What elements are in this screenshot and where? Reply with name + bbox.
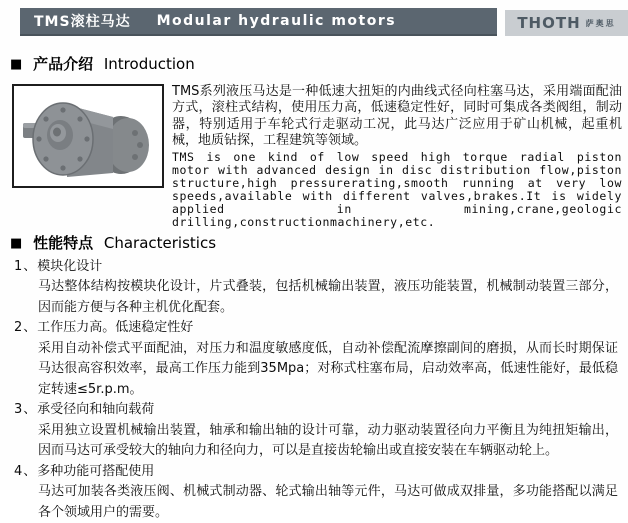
- hydraulic-motor-image: [17, 89, 159, 183]
- characteristics-list: [0, 257, 628, 523]
- characteristic-item: [0, 400, 628, 462]
- characteristic-body: 采用自动补偿式平面配油，对压力和温度敏感度低，自动补偿配流摩擦副间的磨损，从而长时期保证马达很高容积效率，最高工作压力能到35Mpa；对称式柱塞布局，启动效率高，低速性能好，最低稳定转速≤5r.p.m。: [38, 340, 618, 397]
- intro-text-column: [172, 84, 622, 229]
- intro-paragraph-zh: TMS系列液压马达是一种低速大扭矩的内曲线式径向柱塞马达，采用端面配油方式，滚柱式结构，使用压力高，低速稳定性好，同时可集成各类阀组，制动器，特别适用于车轮式行走驱动工况，此马达广泛应用于矿山机械，起重机械，地质钻探，工程建筑等领域。: [172, 84, 622, 149]
- product-title-zh: TMS滚柱马达: [34, 14, 131, 30]
- product-title-en: Modular hydraulic motors: [156, 13, 397, 29]
- characteristic-item: [0, 257, 628, 319]
- intro-heading-en: Introduction: [103, 55, 195, 73]
- characteristic-title: [0, 400, 628, 421]
- page-header: [0, 8, 628, 36]
- section-marker-icon: ■: [10, 235, 23, 251]
- characteristic-number: 1、: [14, 258, 38, 274]
- characteristic-title: [0, 462, 628, 483]
- characteristic-item: [0, 318, 628, 400]
- characteristic-item: [0, 462, 628, 523]
- characteristic-title-text: 承受径向和轴向载荷: [37, 402, 155, 418]
- characteristics-heading-en: Characteristics: [103, 233, 217, 252]
- brand-logo-zh: 萨奥思: [585, 18, 616, 28]
- characteristic-body: 采用独立设置机械输出装置，轴承和输出轴的设计可靠，动力驱动装置径向力平衡且为纯扭矩输出，因而马达可承受较大的轴向力和径向力，可以是直接齿轮输出或直接安装在车辆驱动轮上。: [38, 422, 618, 459]
- characteristic-title-text: 工作压力高。低速稳定性好: [37, 320, 194, 336]
- characteristics-heading-zh: 性能特点: [33, 233, 94, 252]
- product-photo-frame: [12, 84, 164, 188]
- characteristic-number: 3、: [14, 402, 38, 418]
- brand-logo-wordmark: THOTH: [517, 14, 581, 32]
- intro-paragraph-en: TMS is one kind of low speed high torque radial piston motor with advanced design in disc distribution flow,piston structure,high pressurerating,smooth running at very low speeds,available with different valves,brakes.It is widely applied in mining,crane,geologic drilling,constructionmachinery,etc.: [172, 149, 622, 229]
- characteristic-number: 4、: [14, 463, 38, 479]
- intro-section-heading: [10, 36, 628, 76]
- intro-section: [12, 84, 624, 229]
- characteristic-body: 马达整体结构按模块化设计，片式叠装，包括机械输出装置，液压功能装置，机械制动装置三部分，因而能方便与各种主机优化配套。: [38, 279, 618, 315]
- intro-heading-zh: 产品介绍: [33, 55, 94, 73]
- characteristic-title-text: 模块化设计: [37, 258, 103, 274]
- characteristic-body: 马达可加装各类液压阀、机械式制动器、轮式输出轴等元件，马达可做成双排量，多功能搭配以满足各个领域用户的需要。: [38, 484, 618, 520]
- characteristic-number: 2、: [14, 320, 38, 336]
- brand-logo: [505, 10, 628, 36]
- characteristic-title: [0, 257, 628, 278]
- characteristic-title-text: 多种功能可搭配使用: [37, 463, 155, 479]
- characteristics-section-heading: [10, 233, 628, 255]
- characteristic-title: [0, 318, 628, 339]
- title-bar: [20, 8, 497, 36]
- section-marker-icon: ■: [10, 57, 23, 72]
